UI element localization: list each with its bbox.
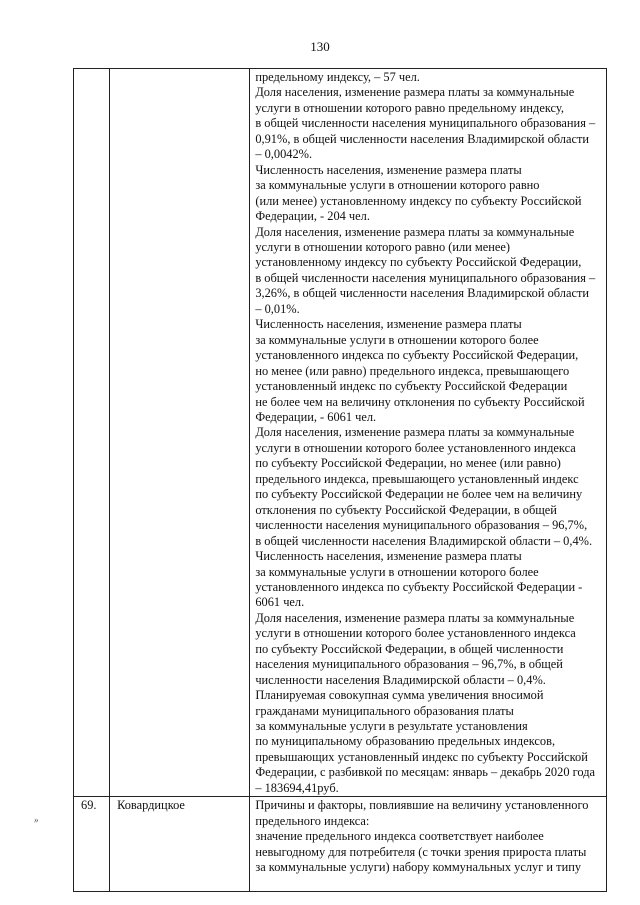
text-line: услуги в отношении которого более установленного индекса: [255, 626, 576, 641]
text-line: услуги в отношении которого более установленного индекса: [255, 440, 576, 455]
text-line: 3,26%, в общей численности населения Владимирской области: [255, 286, 589, 301]
text-line: по субъекту Российской Федерации, в общей численности: [255, 641, 564, 656]
description-cell: [250, 797, 607, 892]
text-line: Доля населения, изменение размера платы за коммунальные: [255, 224, 575, 239]
text-line: услуги в отношении которого равно предельному индексу,: [255, 100, 564, 115]
text-line: услуги в отношении которого равно (или менее): [255, 239, 511, 254]
text-line: – 0,01%.: [255, 301, 300, 316]
municipality-name-cell: Ковардицкое: [110, 797, 250, 892]
table-row: [74, 797, 607, 892]
text-line: предельного индекса:: [255, 813, 370, 828]
page-number: 130: [310, 39, 330, 54]
table-row: [74, 69, 607, 797]
text-line: предельного индекса, превышающего установленный индекс: [255, 471, 579, 486]
text-line: за коммунальные услуги в отношении которого равно: [255, 178, 540, 193]
text-line: установленного индекса по субъекту Российской Федерации,: [255, 348, 579, 363]
text-line: населения муниципального образования – 96,7%, в общей: [255, 657, 563, 672]
text-line: за коммунальные услуги в результате установления: [255, 719, 528, 734]
text-line: – 0,0042%.: [255, 147, 313, 162]
description-cell: [250, 69, 607, 797]
margin-mark: »: [34, 815, 39, 825]
text-line: по муниципальному образованию предельных индексов,: [255, 734, 556, 749]
text-line: Численность населения, изменение размера платы: [255, 549, 522, 564]
text-line: установленному индексу по субъекту Российской Федерации,: [255, 255, 582, 270]
text-line: предельному индексу, – 57 чел.: [255, 70, 420, 84]
text-line: за коммунальные услуги) набору коммунальных услуг и типу: [255, 860, 582, 875]
row-number-cell: [74, 69, 110, 797]
text-line: Федерации, с разбивкой по месяцам: январь – декабрь 2020 года: [255, 765, 596, 780]
text-line: превышающих установленный индекс по субъекту Российской: [255, 749, 588, 764]
text-line: в общей численности населения Владимирской области – 0,4%.: [255, 533, 593, 548]
text-line: не более чем на величину отклонения по субъекту Российской: [255, 394, 585, 409]
text-line: гражданами муниципального образования платы: [255, 703, 514, 718]
text-line: значение предельного индекса соответствует наиболее: [255, 829, 544, 844]
text-line: Федерации, - 6061 чел.: [255, 409, 377, 424]
text-line: – 183694,41руб.: [255, 780, 339, 795]
text-line: (или менее) установленному индексу по субъекту Российской: [255, 193, 582, 208]
text-line: за коммунальные услуги в отношении которого более: [255, 564, 539, 579]
text-line: Причины и факторы, повлиявшие на величину установленного: [255, 798, 589, 813]
text-line: установленного индекса по субъекту Российской Федерации -: [255, 579, 583, 594]
text-line: Численность населения, изменение размера платы: [255, 317, 522, 332]
text-line: установленный индекс по субъекту Российской Федерации: [255, 379, 568, 394]
text-line: 0,91%, в общей численности населения Владимирской области: [255, 131, 589, 146]
text-line: Планируемая совокупная сумма увеличения вносимой: [255, 688, 544, 703]
text-line: невыгодному для потребителя (с точки зрения прироста платы: [255, 844, 587, 859]
text-line: 6061 чел.: [255, 595, 305, 610]
text-line: по субъекту Российской Федерации, но менее (или равно): [255, 456, 561, 471]
text-line: численности населения муниципального образования – 96,7%,: [255, 518, 588, 533]
text-line: Доля населения, изменение размера платы за коммунальные: [255, 610, 575, 625]
text-line: численности населения Владимирской области – 0,4%.: [255, 672, 546, 687]
text-line: за коммунальные услуги в отношении которого более: [255, 332, 539, 347]
document-table: [73, 68, 607, 892]
text-line: но менее (или равно) предельного индекса, превышающего: [255, 363, 570, 378]
text-line: Федерации, - 204 чел.: [255, 209, 370, 224]
text-line: Доля населения, изменение размера платы за коммунальные: [255, 85, 575, 100]
text-line: отклонения по субъекту Российской Федерации, в общей: [255, 502, 557, 517]
row-number-cell: 69.: [74, 797, 110, 892]
text-line: по субъекту Российской Федерации не более чем на величину: [255, 487, 583, 502]
text-line: в общей численности населения муниципального образования –: [255, 270, 596, 285]
municipality-name-cell: [110, 69, 250, 797]
text-line: Численность населения, изменение размера платы: [255, 162, 522, 177]
text-line: в общей численности населения муниципального образования –: [255, 116, 596, 131]
text-line: Доля населения, изменение размера платы за коммунальные: [255, 425, 575, 440]
